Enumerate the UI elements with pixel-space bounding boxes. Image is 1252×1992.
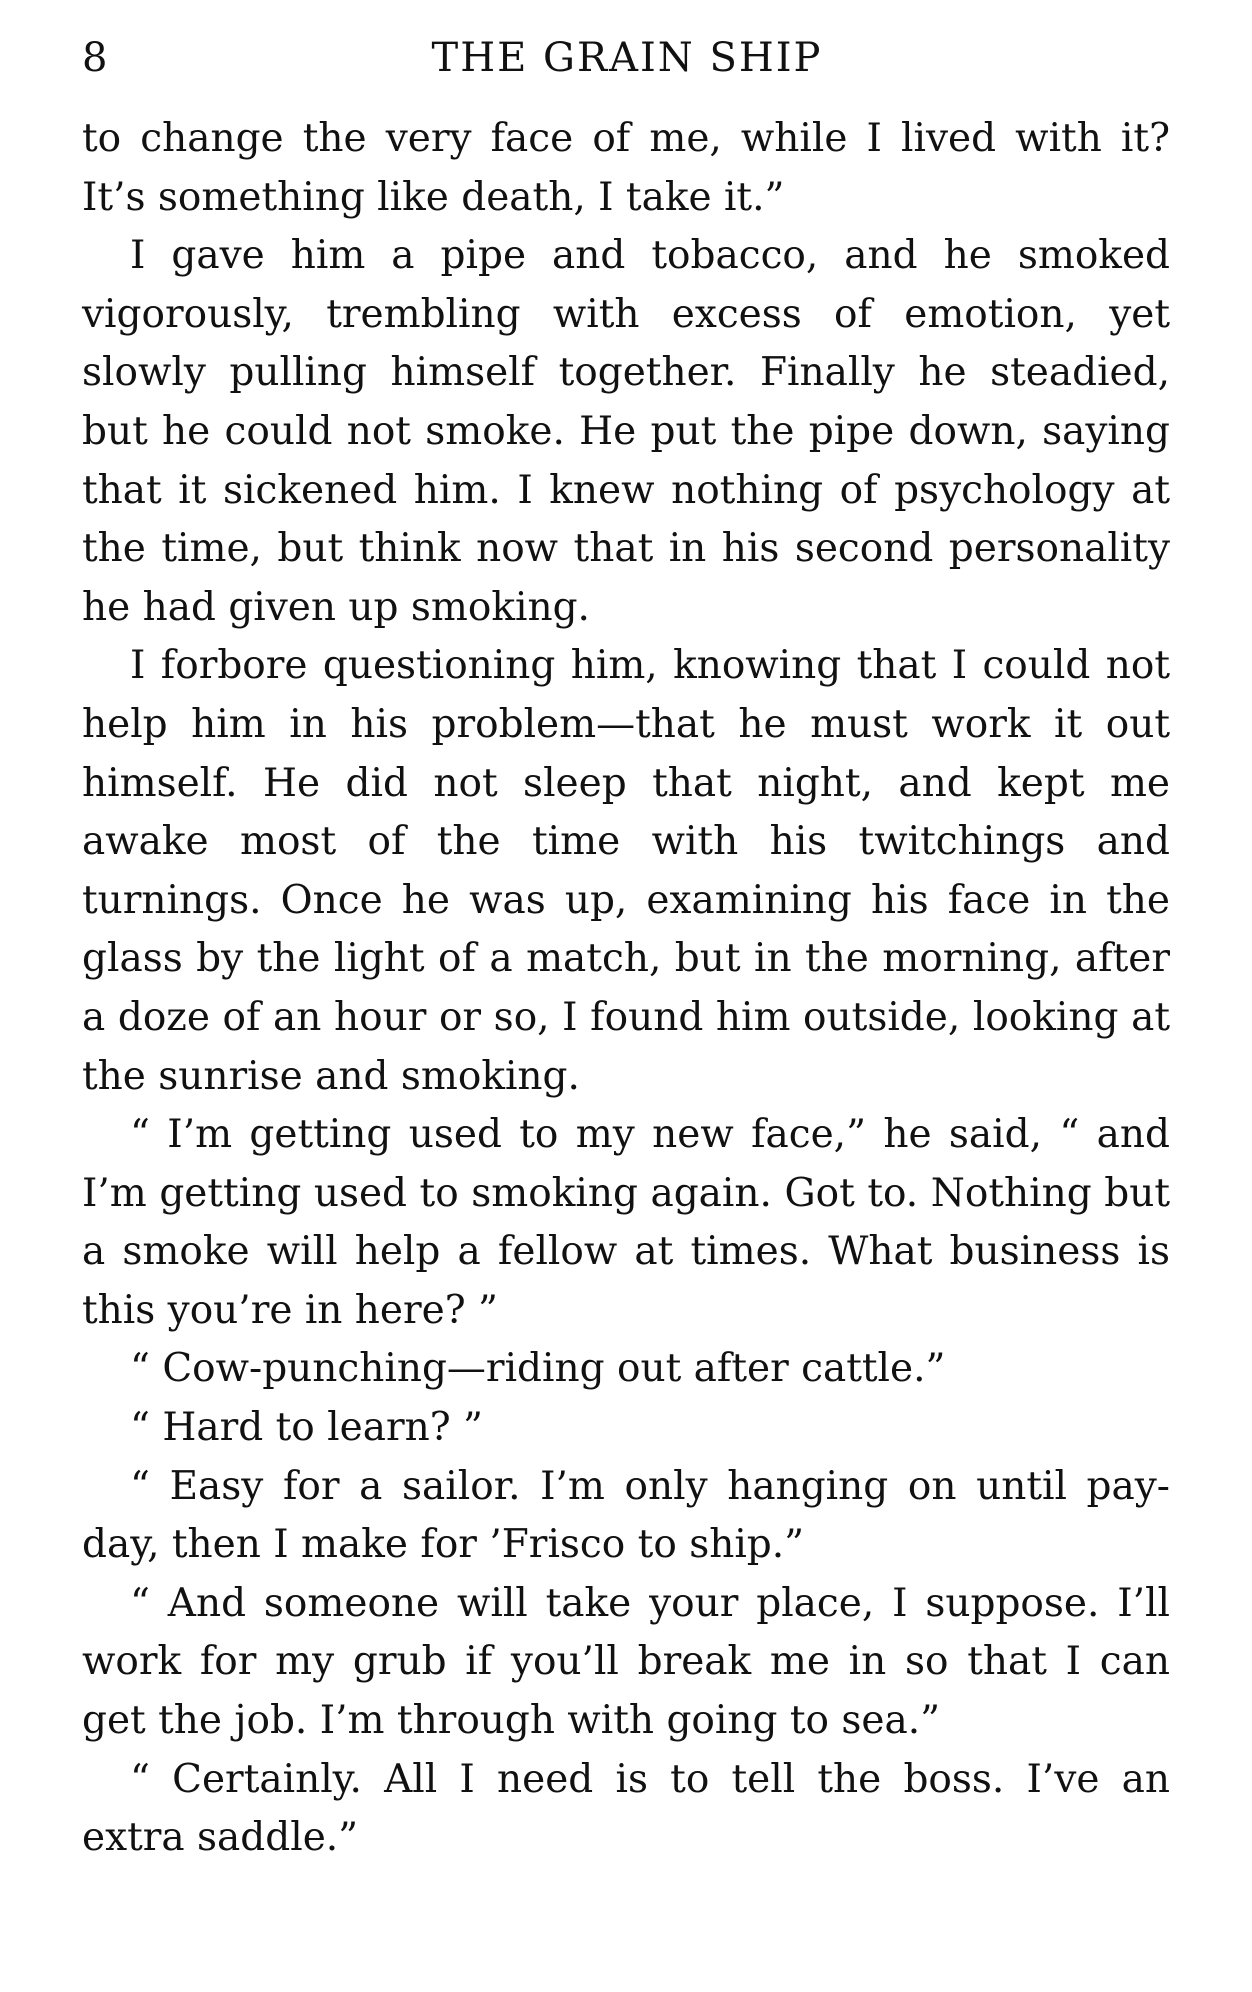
paragraph: “ Hard to learn? ”	[130, 1405, 483, 1451]
paragraph: “ And someone will take your place, I suppose. I’ll work for my grub if you’ll break me in so that I can get the job. I’m through with going to sea.”	[82, 1580, 1170, 1744]
paragraph: I gave him a pipe and tobacco, and he smoked vigorously, trembling with excess of emotion, yet slowly pulling himself together. Finally he steadied, but he could not smoke. He put the pipe down, saying that it sickened him. I knew nothing of psychology at the time, but think now that in his second personality he had given up smoking.	[82, 233, 1170, 630]
paragraph: “ I’m getting used to my new face,” he said, “ and I’m getting used to smoking again. Got to. Nothing but a smoke will help a fellow at times. What business is this you’re in here? ”	[82, 1112, 1170, 1333]
running-title: THE GRAIN SHIP	[431, 35, 823, 81]
paragraph: I forbore questioning him, knowing that I could not help him in his problem—that he must work it out himself. He did not sleep that night, and kept me awake most of the time with his twitchings and turnings. Once he was up, examining his face in the glass by the light of a match, but in the morning, after a doze of an hour or so, I found him outside, looking at the sunrise and smoking.	[82, 643, 1170, 1099]
paragraph: “ Certainly. All I need is to tell the boss. I’ve an extra saddle.”	[82, 1756, 1170, 1861]
paragraph: “ Cow-punching—riding out after cattle.”	[130, 1346, 946, 1392]
page-number: 8	[82, 35, 108, 81]
paragraph: “ Easy for a sailor. I’m only hanging on until pay-day, then I make for ’Frisco to ship.”	[82, 1463, 1170, 1568]
paragraph: to change the very face of me, while I lived with it? It’s something like death, I take it.”	[82, 116, 1170, 220]
running-head	[82, 28, 1172, 88]
body-text	[82, 110, 1170, 1868]
